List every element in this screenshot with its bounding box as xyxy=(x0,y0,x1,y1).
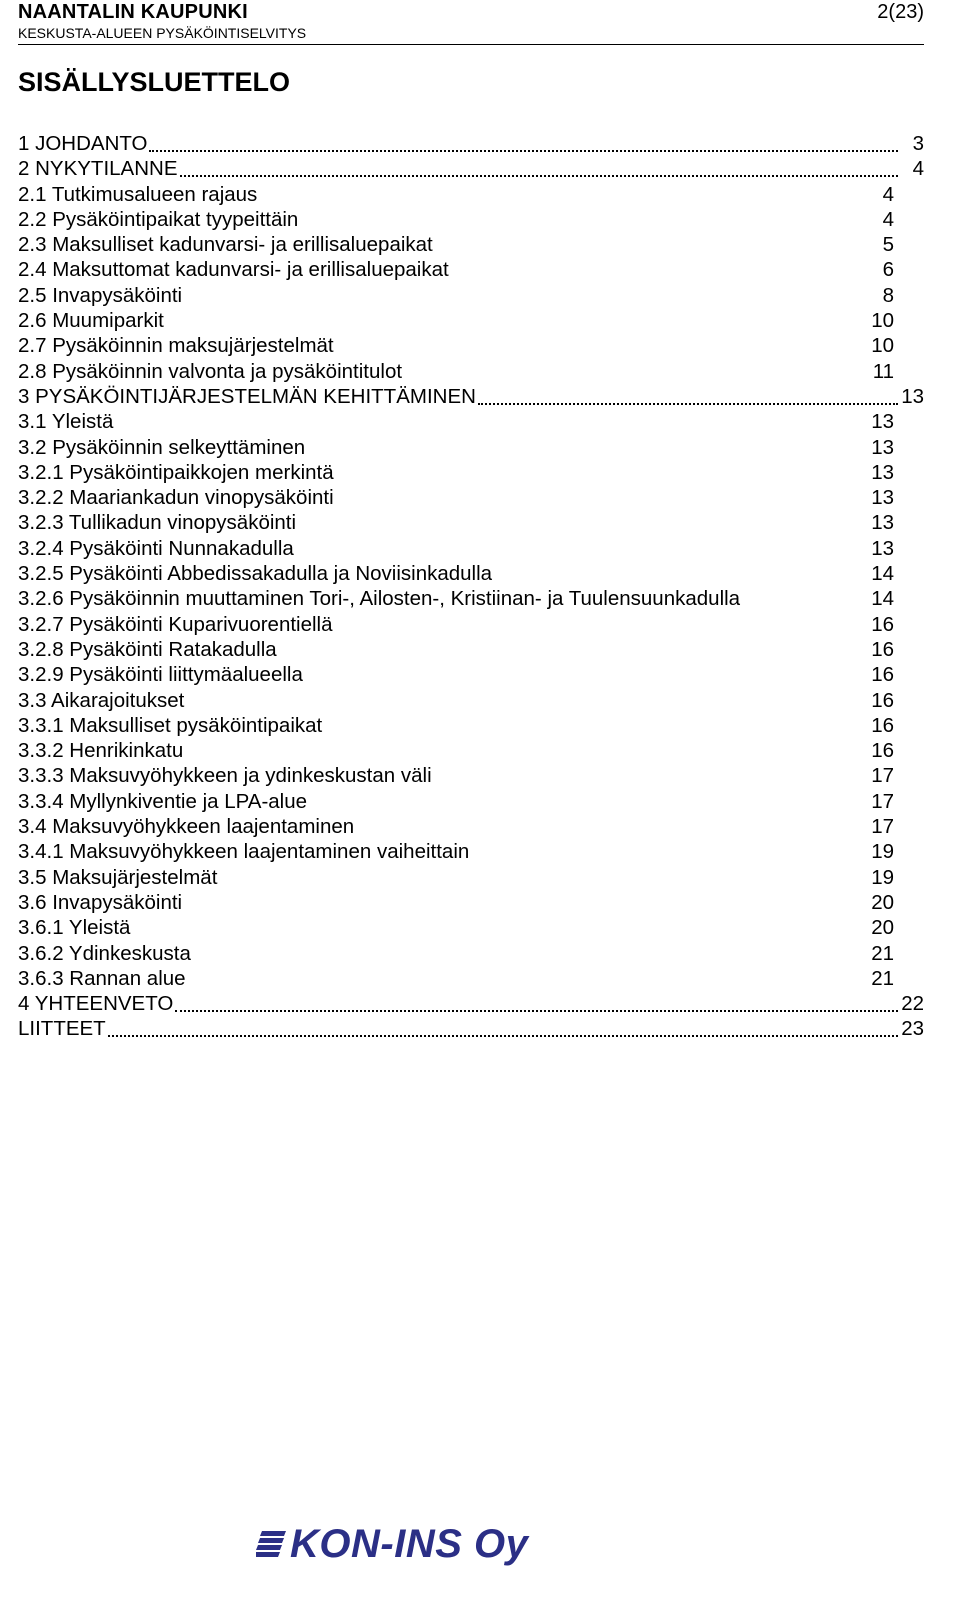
toc-entry-page: 16 xyxy=(871,637,894,661)
toc-entry-label: 3.2.5 Pysäköinti Abbedissakadulla ja Noviisinkadulla xyxy=(18,562,493,586)
toc-entry[interactable] xyxy=(18,182,924,207)
toc-entry[interactable] xyxy=(18,688,924,713)
page-header xyxy=(18,0,924,46)
toc-dot-leader xyxy=(180,175,899,177)
toc-entry-page: 13 xyxy=(871,486,894,510)
toc-dot-leader xyxy=(149,150,898,152)
toc-entry[interactable] xyxy=(18,966,924,991)
table-of-contents xyxy=(18,131,924,1042)
toc-entry-page: 17 xyxy=(871,764,894,788)
toc-entry-page: 4 xyxy=(882,182,894,206)
toc-entry-label: 3.2.1 Pysäköintipaikkojen merkintä xyxy=(18,460,334,484)
toc-dot-leader xyxy=(108,1035,898,1037)
toc-entry-label: 2.8 Pysäköinnin valvonta ja pysäköintitulot xyxy=(18,359,403,383)
toc-entry[interactable] xyxy=(18,485,924,510)
toc-entry-label: 3.3.3 Maksuvyöhykkeen ja ydinkeskustan väli xyxy=(18,764,432,788)
toc-entry[interactable] xyxy=(18,814,924,839)
toc-entry-label: 2.3 Maksulliset kadunvarsi- ja erillisaluepaikat xyxy=(18,233,433,257)
toc-entry-label: 4 YHTEENVETO xyxy=(18,992,174,1016)
toc-entry-label: 2.4 Maksuttomat kadunvarsi- ja erillisaluepaikat xyxy=(18,258,449,282)
toc-entry-label: 3.2.4 Pysäköinti Nunnakadulla xyxy=(18,536,294,560)
toc-entry-page: 4 xyxy=(912,157,924,181)
toc-entry-page: 17 xyxy=(871,789,894,813)
toc-entry-label: LIITTEET xyxy=(18,1017,106,1041)
toc-entry-label: 3.2 Pysäköinnin selkeyttäminen xyxy=(18,435,306,459)
toc-entry-page: 16 xyxy=(871,713,894,737)
toc-entry[interactable] xyxy=(18,131,924,156)
toc-entry-label: 3.5 Maksujärjestelmät xyxy=(18,865,218,889)
toc-entry[interactable] xyxy=(18,738,924,763)
toc-entry[interactable] xyxy=(18,561,924,586)
toc-entry-page: 10 xyxy=(871,334,894,358)
toc-entry[interactable] xyxy=(18,662,924,687)
toc-entry-label: 2.2 Pysäköintipaikat tyypeittäin xyxy=(18,207,299,231)
toc-entry-page: 21 xyxy=(871,966,894,990)
toc-entry[interactable] xyxy=(18,763,924,788)
toc-entry-label: 3.3.2 Henrikinkatu xyxy=(18,739,184,763)
toc-entry-page: 20 xyxy=(871,890,894,914)
toc-entry-page: 16 xyxy=(871,612,894,636)
toc-entry[interactable] xyxy=(18,384,924,409)
toc-entry[interactable] xyxy=(18,941,924,966)
toc-entry-page: 17 xyxy=(871,815,894,839)
toc-entry-label: 3.2.8 Pysäköinti Ratakadulla xyxy=(18,637,277,661)
toc-entry-label: 3.3 Aikarajoitukset xyxy=(18,688,185,712)
toc-entry[interactable] xyxy=(18,915,924,940)
toc-entry-label: 3.4 Maksuvyöhykkeen laajentaminen xyxy=(18,815,355,839)
toc-entry-page: 3 xyxy=(912,132,924,155)
toc-entry-label: 3.3.1 Maksulliset pysäköintipaikat xyxy=(18,713,323,737)
document-subtitle: KESKUSTA-ALUEEN PYSÄKÖINTISELVITYS xyxy=(18,25,307,41)
toc-entry[interactable] xyxy=(18,359,924,384)
toc-entry-label: 3.1 Yleistä xyxy=(18,410,114,434)
toc-entry-page: 13 xyxy=(871,536,894,560)
toc-dot-leader xyxy=(478,403,898,405)
toc-entry-label: 3.6.3 Rannan alue xyxy=(18,966,186,990)
toc-entry-page: 19 xyxy=(871,840,894,864)
toc-entry-page: 16 xyxy=(871,688,894,712)
toc-entry-page: 22 xyxy=(901,992,924,1016)
toc-entry-page: 14 xyxy=(871,562,894,586)
toc-entry[interactable] xyxy=(18,839,924,864)
toc-entry-page: 13 xyxy=(901,384,924,408)
toc-entry-label: 3.3.4 Myllynkiventie ja LPA-alue xyxy=(18,789,308,813)
toc-entry[interactable] xyxy=(18,510,924,535)
toc-entry[interactable] xyxy=(18,435,924,460)
toc-entry-page: 19 xyxy=(871,865,894,889)
toc-entry[interactable] xyxy=(18,333,924,358)
toc-entry[interactable] xyxy=(18,586,924,611)
toc-entry-label: 3 PYSÄKÖINTIJÄRJESTELMÄN KEHITTÄMINEN xyxy=(18,384,476,408)
toc-entry[interactable] xyxy=(18,460,924,485)
toc-entry-page: 10 xyxy=(871,309,894,333)
toc-entry-label: 2.5 Invapysäköinti xyxy=(18,283,183,307)
toc-entry-label: 3.2.7 Pysäköinti Kuparivuorentiellä xyxy=(18,612,333,636)
toc-entry-page: 13 xyxy=(871,511,894,535)
toc-entry-page: 8 xyxy=(882,283,894,307)
toc-entry[interactable] xyxy=(18,865,924,890)
toc-entry-label: 2.7 Pysäköinnin maksujärjestelmät xyxy=(18,334,334,358)
toc-entry[interactable] xyxy=(18,789,924,814)
toc-entry-label: 2.1 Tutkimusalueen rajaus xyxy=(18,182,258,206)
page-number: 2(23) xyxy=(877,1,924,23)
toc-entry-page: 4 xyxy=(882,207,894,231)
toc-entry-label: 2 NYKYTILANNE xyxy=(18,157,178,181)
toc-entry-page: 13 xyxy=(871,410,894,434)
toc-entry-page: 13 xyxy=(871,435,894,459)
toc-entry[interactable] xyxy=(18,156,924,181)
company-logo xyxy=(256,1521,528,1567)
toc-entry[interactable] xyxy=(18,612,924,637)
toc-entry-page: 13 xyxy=(871,460,894,484)
toc-entry-page: 16 xyxy=(871,739,894,763)
toc-entry[interactable] xyxy=(18,991,924,1016)
toc-entry[interactable] xyxy=(18,536,924,561)
logo-mark-icon xyxy=(256,1529,286,1559)
toc-entry-page: 23 xyxy=(901,1017,924,1041)
toc-entry-label: 1 JOHDANTO xyxy=(18,132,148,155)
toc-entry-page: 20 xyxy=(871,916,894,940)
toc-entry-label: 3.6.1 Yleistä xyxy=(18,916,131,940)
toc-entry[interactable] xyxy=(18,890,924,915)
toc-entry[interactable] xyxy=(18,283,924,308)
toc-entry-page: 11 xyxy=(872,359,894,383)
toc-entry[interactable] xyxy=(18,207,924,232)
toc-entry-label: 3.6.2 Ydinkeskusta xyxy=(18,941,191,965)
toc-entry-label: 3.2.9 Pysäköinti liittymäalueella xyxy=(18,663,303,687)
toc-entry-page: 14 xyxy=(871,587,894,611)
toc-entry-label: 3.2.3 Tullikadun vinopysäköinti xyxy=(18,511,297,535)
toc-entry[interactable] xyxy=(18,409,924,434)
toc-entry[interactable] xyxy=(18,308,924,333)
toc-entry[interactable] xyxy=(18,257,924,282)
toc-entry-label: 3.2.2 Maariankadun vinopysäköinti xyxy=(18,486,334,510)
toc-entry-label: 3.2.6 Pysäköinnin muuttaminen Tori-, Ailosten-, Kristiinan- ja Tuulensuunkadulla xyxy=(18,587,741,611)
toc-entry[interactable] xyxy=(18,232,924,257)
toc-heading: SISÄLLYSLUETTELO xyxy=(18,67,291,97)
organization-name: NAANTALIN KAUPUNKI xyxy=(18,1,248,23)
toc-entry-page: 16 xyxy=(871,663,894,687)
toc-entry-label: 3.4.1 Maksuvyöhykkeen laajentaminen vaiheittain xyxy=(18,840,470,864)
toc-entry-page: 21 xyxy=(871,941,894,965)
toc-entry[interactable] xyxy=(18,1016,924,1041)
toc-entry-label: 3.6 Invapysäköinti xyxy=(18,890,183,914)
toc-entry[interactable] xyxy=(18,637,924,662)
toc-entry[interactable] xyxy=(18,713,924,738)
header-divider xyxy=(18,44,924,45)
toc-entry-label: 2.6 Muumiparkit xyxy=(18,309,164,333)
logo-text: KON-INS Oy xyxy=(290,1521,529,1566)
toc-entry-page: 5 xyxy=(882,233,894,257)
toc-dot-leader xyxy=(175,1010,898,1012)
toc-entry-page: 6 xyxy=(882,258,894,282)
